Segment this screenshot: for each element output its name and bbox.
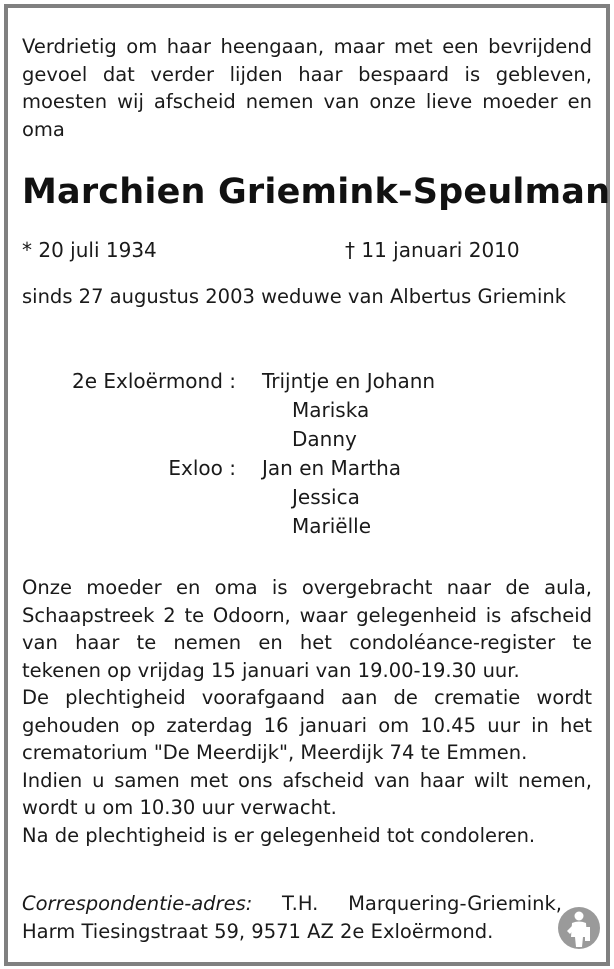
correspondence-label: Correspondentie-adres: — [22, 892, 253, 915]
attendance-paragraph: Indien u samen met ons afscheid van haar wilt nemen, wordt u om 10.30 uur verwacht. — [22, 768, 592, 819]
family-place: 2e Exloërmond : — [71, 369, 236, 393]
correspondence-street: Harm Tiesingstraat 59, 9571 AZ 2e Exloërmond. — [22, 919, 494, 943]
grandchild-name: Jessica — [292, 485, 360, 509]
birth-date: * 20 juli 1934 — [22, 238, 157, 262]
obituary-card — [4, 4, 610, 966]
death-date: † 11 januari 2010 — [345, 238, 520, 262]
grandchild-name: Mariska — [292, 398, 370, 422]
family-names: Jan en Martha — [262, 456, 402, 480]
cremation-paragraph: De plechtigheid voorafgaand aan de crematie wordt gehouden op zaterdag 16 januari om 10.45 uur in het crematorium "De Meerdijk", Meerdijk 74 te Emmen. — [22, 686, 592, 764]
condolence-paragraph: Na de plechtigheid is er gelegenheid tot condoleren. — [22, 823, 536, 847]
family-names: Trijntje en Johann — [262, 369, 436, 393]
widow-line: sinds 27 augustus 2003 weduwe van Albertus Griemink — [22, 285, 567, 308]
intro-text: Verdrietig om haar heengaan, maar met een bevrijdend gevoel dat verder lijden haar bespaard is gebleven, moesten wij afscheid nemen van onze lieve moeder en oma — [22, 35, 592, 141]
correspondence-name: T.H. Marquering-Griemink, — [282, 892, 562, 915]
deceased-name: Marchien Griemink-Speulman — [22, 172, 611, 212]
correspondence-address — [22, 890, 562, 945]
memorial-figure-logo-icon — [557, 903, 601, 953]
viewing-paragraph: Onze moeder en oma is overgebracht naar de aula, Schaapstreek 2 te Odoorn, waar gelegenheid is afscheid van haar te nemen en het condoléance-register te tekenen op vrijdag 15 januari van 19.00-19.30 uur. — [22, 576, 592, 682]
grandchild-name: Danny — [292, 427, 357, 451]
family-place: Exloo : — [168, 456, 236, 480]
ceremony-details — [22, 574, 592, 849]
grandchild-name: Mariëlle — [292, 514, 372, 538]
